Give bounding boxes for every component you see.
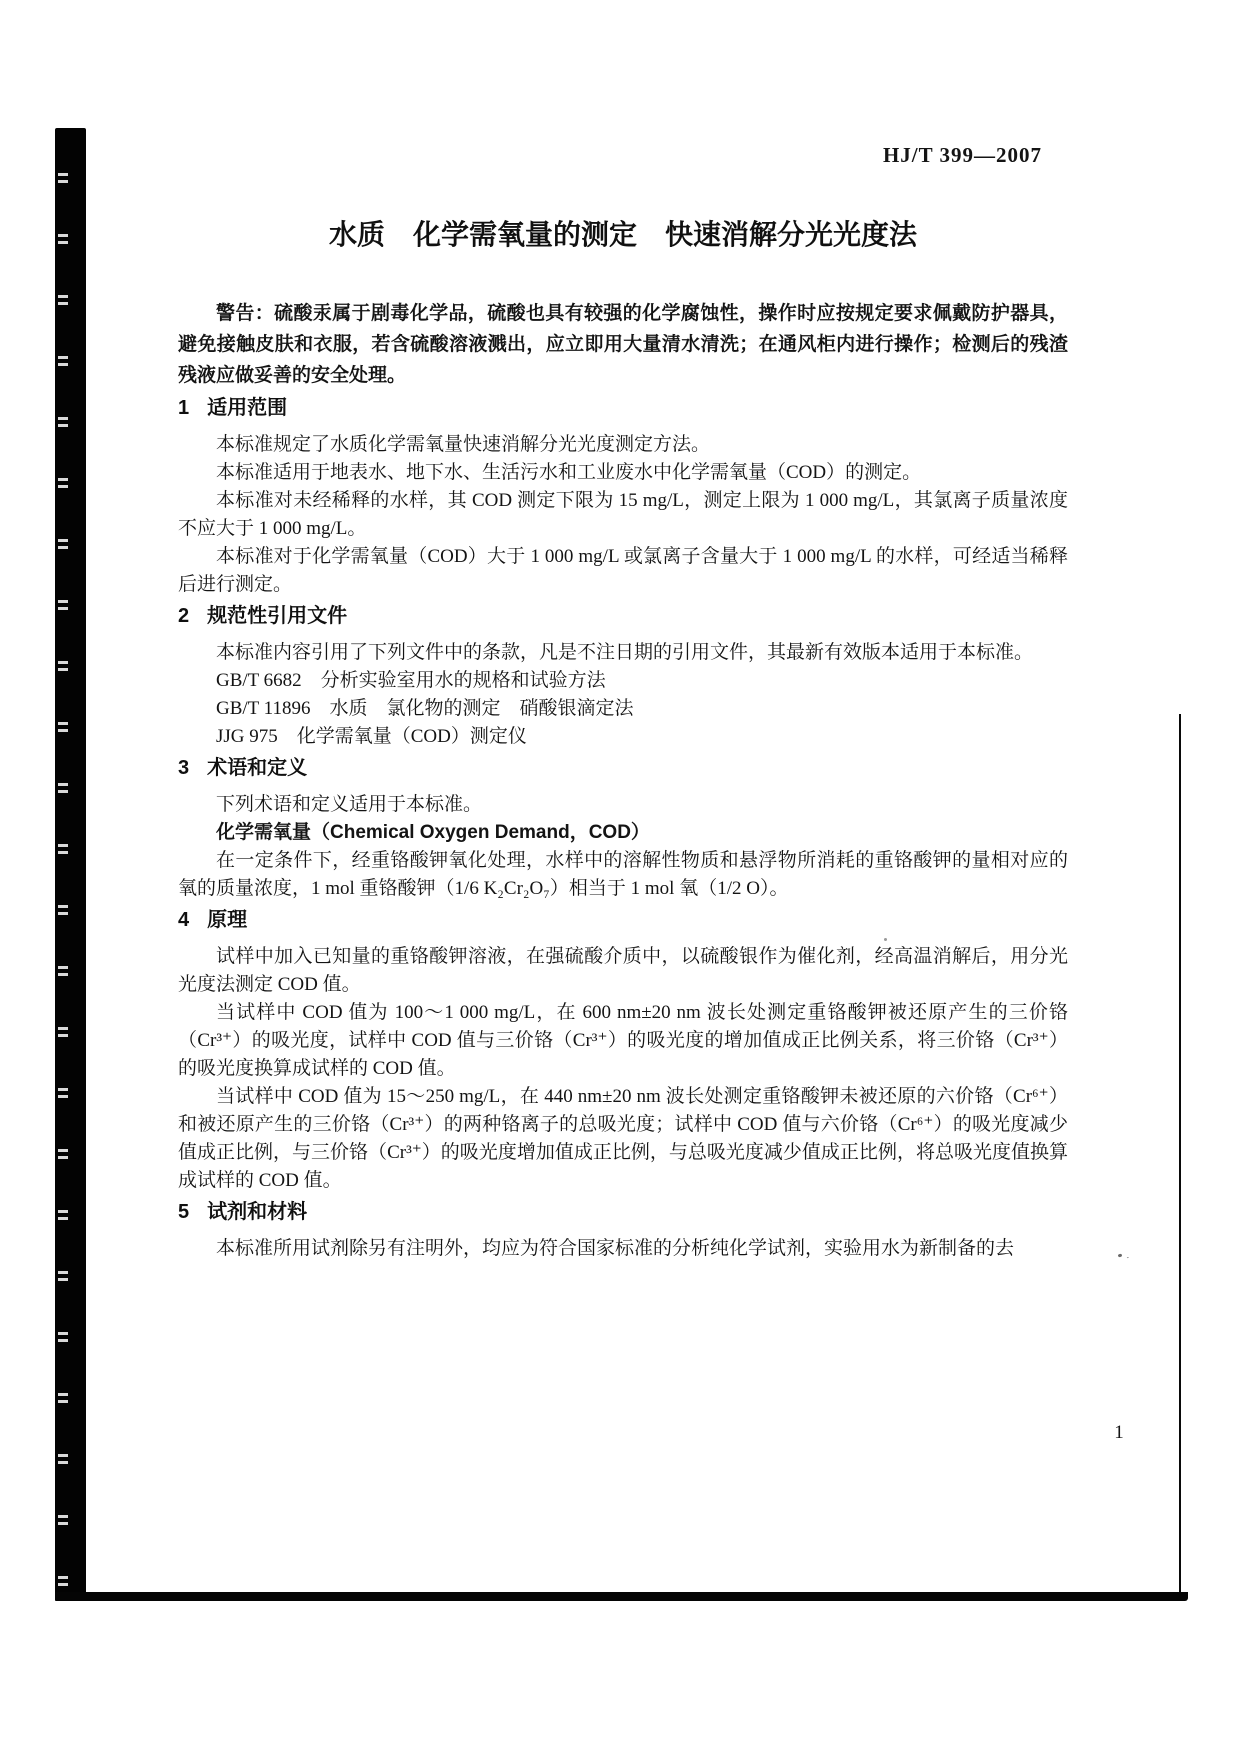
section-4-paragraph: 试样中加入已知量的重铬酸钾溶液，在强硫酸介质中，以硫酸银作为催化剂，经高温消解后，用分光光度法测定 COD 值。 (178, 946, 1068, 995)
term-definition-text: 在一定条件下，经重铬酸钾氧化处理，水样中的溶解性物质和悬浮物所消耗的重铬酸钾的量相对应的氧的质量浓度，1 mol 重铬酸钾（1/6 K₂Cr₂O₇）相当于 1 mol 氧（1/2 O）。 (178, 850, 1068, 899)
section-1-paragraph: 本标准对于化学需氧量（COD）大于 1 000 mg/L 或氯离子含量大于 1 000 mg/L 的水样，可经适当稀释后进行测定。 (178, 546, 1068, 595)
section-1-number: 1 (178, 397, 190, 419)
scan-page-edge-line (1179, 714, 1181, 1597)
section-3-intro: 下列术语和定义适用于本标准。 (216, 794, 483, 815)
document-title: 水质 化学需氧量的测定 快速消解分光光度法 (328, 219, 917, 250)
scan-speck (1118, 1254, 1123, 1258)
scan-bottom-edge (55, 1592, 1188, 1601)
term-definition-heading: 化学需氧量（Chemical Oxygen Demand，COD） (216, 822, 650, 843)
section-4-heading (178, 909, 1068, 931)
section-4-number: 4 (178, 909, 190, 931)
page-number: 1 (1114, 1422, 1124, 1443)
section-4-paragraph: 当试样中 COD 值为 15～250 mg/L，在 440 nm±20 nm 波长处测定重铬酸钾未被还原的六价铬（Cr⁶⁺）和被还原产生的三价铬（Cr³⁺）的两种铬离子的总吸光度；试样中 COD 值与六价铬（Cr⁶⁺）的吸光度减少值成正比例，与三价铬（Cr³⁺）的吸光度增加值成正比例，与总吸光度减少值成正比例，将总吸光度值换算成试样的 COD 值。 (178, 1086, 1068, 1191)
standard-code: HJ/T 399—2007 (882, 143, 1042, 167)
section-5-paragraph: 本标准所用试剂除另有注明外，均应为符合国家标准的分析纯化学试剂，实验用水为新制备的去 (216, 1238, 1015, 1259)
normative-reference: GB/T 11896 水质 氯化物的测定 硝酸银滴定法 (216, 698, 634, 719)
section-1-heading (178, 397, 1068, 419)
normative-reference: JJG 975 化学需氧量（COD）测定仪 (216, 726, 527, 747)
normative-reference: GB/T 6682 分析实验室用水的规格和试验方法 (216, 670, 606, 691)
document-page (178, 130, 1068, 1263)
section-4-title: 原理 (207, 909, 248, 931)
section-1-paragraph: 本标准对未经稀释的水样，其 COD 测定下限为 15 mg/L，测定上限为 1 000 mg/L，其氯离子质量浓度不应大于 1 000 mg/L。 (178, 490, 1068, 539)
section-2-title: 规范性引用文件 (207, 605, 348, 627)
section-3-heading (178, 757, 1068, 779)
section-3-title: 术语和定义 (207, 757, 308, 779)
section-5-heading (178, 1201, 1068, 1223)
section-5-title: 试剂和材料 (207, 1201, 308, 1223)
section-3-number: 3 (178, 757, 190, 779)
section-5-number: 5 (178, 1201, 190, 1223)
warning-paragraph: 警告：硫酸汞属于剧毒化学品，硫酸也具有较强的化学腐蚀性，操作时应按规定要求佩戴防护器具，避免接触皮肤和衣服，若含硫酸溶液溅出，应立即用大量清水清洗；在通风柜内进行操作；检测后的残渣残液应做妥善的安全处理。 (178, 303, 1068, 386)
section-2-paragraph: 本标准内容引用了下列文件中的条款，凡是不注日期的引用文件，其最新有效版本适用于本标准。 (216, 642, 1034, 663)
section-4-paragraph: 当试样中 COD 值为 100～1 000 mg/L，在 600 nm±20 nm 波长处测定重铬酸钾被还原产生的三价铬（Cr³⁺）的吸光度，试样中 COD 值与三价铬（Cr³⁺）的吸光度的增加值成正比例关系，将三价铬（Cr³⁺）的吸光度换算成试样的 COD 值。 (178, 1002, 1068, 1079)
section-2-number: 2 (178, 605, 190, 627)
scan-binding-edge (55, 128, 86, 1601)
scan-edge-marks (58, 170, 68, 1595)
section-2-heading (178, 605, 1068, 627)
section-1-paragraph: 本标准规定了水质化学需氧量快速消解分光光度测定方法。 (216, 434, 711, 455)
section-1-paragraph: 本标准适用于地表水、地下水、生活污水和工业废水中化学需氧量（COD）的测定。 (216, 462, 922, 483)
section-1-title: 适用范围 (207, 397, 288, 419)
